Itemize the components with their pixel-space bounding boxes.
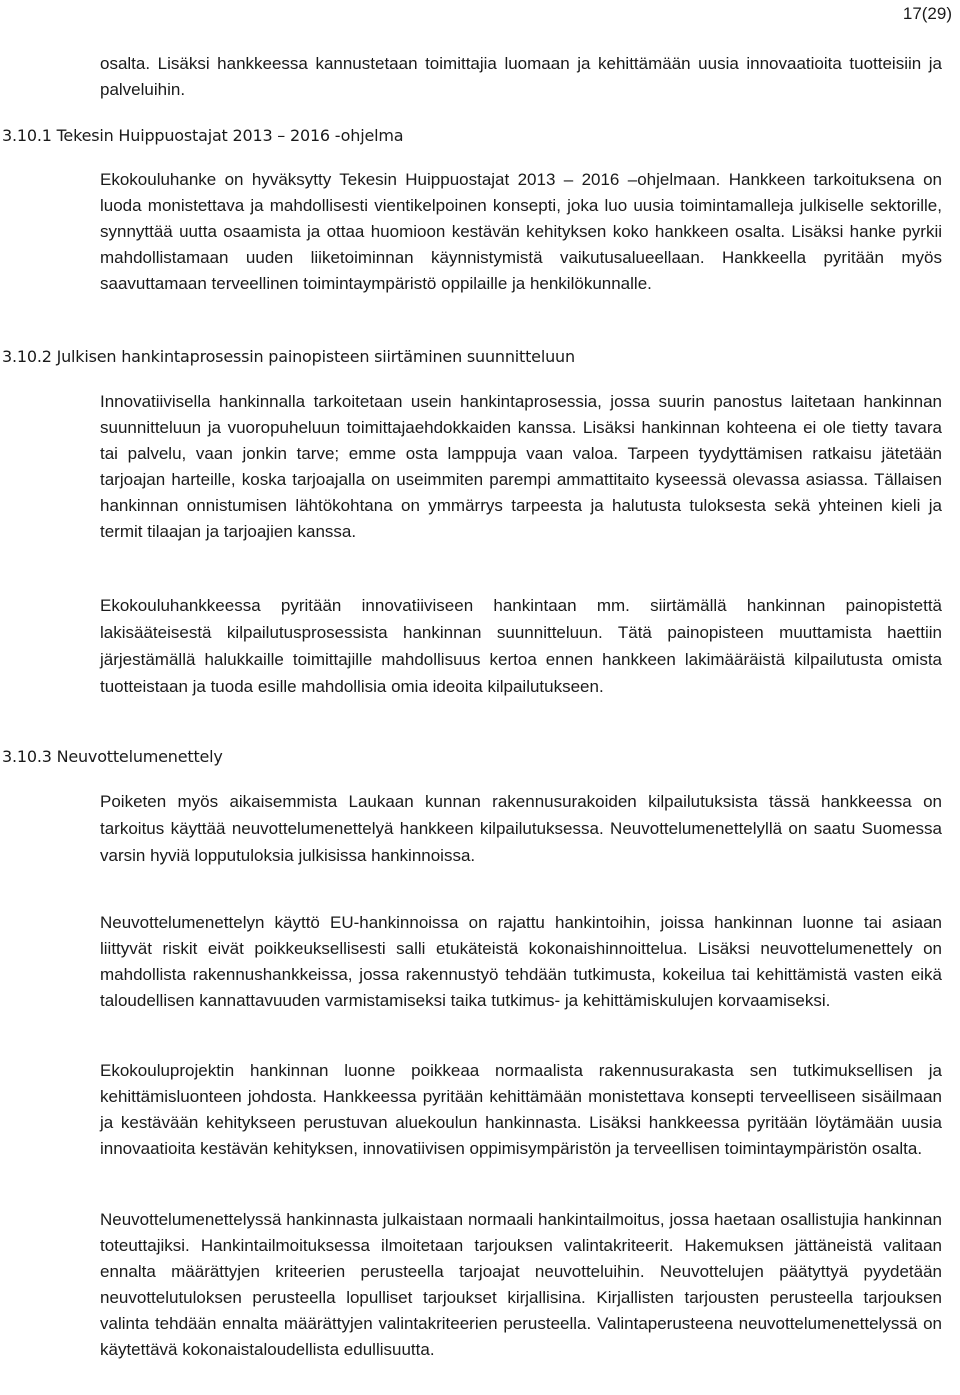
page-number: 17(29) [902,4,952,23]
paragraph-negotiation-process: Neuvottelumenettelyssä hankinnasta julkaistaan normaali hankintailmoitus, jossa haetaan osallistujia hankinnan toteuttajiksi. Hankintailmoituksessa ilmoitetaan tarjouksen valintakriteerit. Hakemuksen jättäneistä valitaan ennalta määrättyjen kriteerien perusteella tarjoajat neuvotteluihin. Neuvottelujen päätyttyä pyydetään neuvottelutuloksen perusteella lopulliset tarjoukset kirjallisina. Kirjallisten tarjousten perusteella tarjouksen valinta tehdään ennalta määrättyjen valintakriteerien perusteella. Valintaperusteena neuvottelumenettelyssä on käytettävä kokonaistaloudellista edullisuutta. [100,1210,942,1359]
section-heading-procurement-focus: 3.10.2 Julkisen hankintaprosessin painopisteen siirtäminen suunnitteluun [2,347,575,366]
paragraph-negotiation-eu: Neuvottelumenettelyn käyttö EU-hankinnoissa on rajattu hankintoihin, joissa hankinnan luonne tai asiaan liittyvät riskit eivät poikkeuksellisesti salli etukäteistä kokonaishinnoittelua. Lisäksi neuvottelumenettely on mahdollista rakennushankkeissa, jossa rakennustyö tehdään tutkimusta, kokeilua tai kehittämistä vasten eikä taloudellisen kannattavuuden varmistamiseksi taika tutkimus- ja kehittämiskulujen korvaamiseksi. [100,913,942,1010]
carryover-paragraph: osalta. Lisäksi hankkeessa kannustetaan toimittajia luomaan ja kehittämään uusia innovaatioita tuotteisiin ja palveluihin. [100,54,942,99]
section-heading-negotiation: 3.10.3 Neuvottelumenettely [2,747,223,766]
section-heading-tekes: 3.10.1 Tekesin Huippuostajat 2013 – 2016 -ohjelma [2,126,404,145]
paragraph-innovative-procurement: Innovatiivisella hankinnalla tarkoitetaan usein hankintaprosessia, jossa suurin panostus laitetaan hankinnan suunnitteluun ja vuoropuheluun toimittajaehdokkaiden kanssa. Lisäksi hankinnan kohteena ei ole tietty tavara tai palvelu, vaan jonkin tarve; emme osta lamppuja vaan valoa. Tarpeen tyydyttämisen ratkaisu jätetään tarjoajan harteille, koska tarjoajalla on useimmiten parempi ammattitaito kyseessä olevassa asiassa. Tällaisen hankinnan onnistumisen lähtökohtana on ymmärrys tarpeesta ja halutusta tuloksesta sekä yhteinen kieli ja termit tilaajan ja tarjoajien kanssa. [100,392,942,541]
paragraph-tekes-program: Ekokouluhanke on hyväksytty Tekesin Huippuostajat 2013 – 2016 –ohjelmaan. Hankkeen tarkoituksena on luoda monistettava ja mahdollisesti vientikelpoinen konsepti, joka luo uusia toimintamalleja julkiselle sektorille, synnyttää uutta osaamista ja ottaa huomioon kestävän kehityksen koko hankkeen osalta. Lisäksi hanke pyrkii mahdollistamaan uuden liiketoiminnan käynnistymistä vaikutusalueellaan. Hankkeella pyritään myös saavuttamaan terveellinen toimintaympäristö oppilaille ja henkilökunnalle. [100,170,942,293]
paragraph-ekokoulu-procurement: Ekokouluhankkeessa pyritään innovatiiviseen hankintaan mm. siirtämällä hankinnan painopistettä lakisääteisestä kilpailutusprosessista hankinnan suunnitteluun. Tätä painopisteen muuttamista haettiin järjestämällä halukkaille toimittajille mahdollisuus kertoa ennen hankkeen lakimääräistä kilpailutusta omista tuotteistaan ja tuoda esille mahdollisia omia ideoita kilpailutukseen. [100,596,942,696]
paragraph-ekokoulu-nature: Ekokouluprojektin hankinnan luonne poikkeaa normaalista rakennusurakasta sen tutkimuksellisen ja kehittämisluonteen johdosta. Hankkeessa pyritään kehittämään monistettava konsepti terveelliseen sisäilmaan ja kestävään kehitykseen perustuvan aluekoulun hankinnasta. Lisäksi hankkeessa pyritään löytämään uusia innovaatioita kestävän kehityksen, innovatiivisen oppimisympäristön ja terveellisen toimintaympäristön osalta. [100,1061,942,1158]
paragraph-negotiation-intro: Poiketen myös aikaisemmista Laukaan kunnan rakennusurakoiden kilpailutuksista tässä hankkeessa on tarkoitus käyttää neuvottelumenettelyä hankkeen kilpailutuksessa. Neuvottelumenettelyllä on saatu Suomessa varsin hyviä lopputuloksia julkisissa hankinnoissa. [100,792,942,865]
